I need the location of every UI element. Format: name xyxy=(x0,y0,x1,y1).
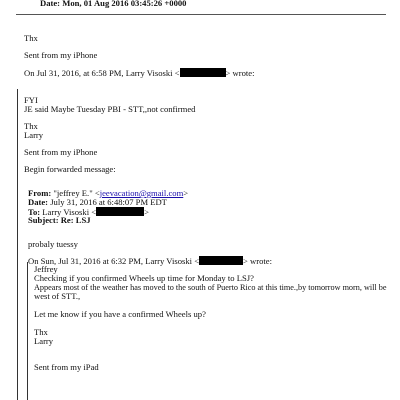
body-line-1: Checking if you confirmed Wheels up time for Monday to LSJ? xyxy=(34,273,254,283)
from-email-link[interactable]: jeevacation@gmail.com xyxy=(99,188,184,198)
body-line-3: west of STT., xyxy=(34,291,81,301)
attribution-wrote: > wrote: xyxy=(225,68,255,78)
from-name: "jeffrey E." < xyxy=(53,188,100,198)
from-label: From: xyxy=(28,188,52,198)
date-label: Date: xyxy=(40,0,61,8)
thx-text: Thx xyxy=(24,33,38,43)
probaly-text: probaly tuessy xyxy=(28,239,78,249)
begin-forwarded: Begin forwarded message: xyxy=(24,164,116,174)
body-line-4: Let me know if you have a confirmed Wheels up? xyxy=(34,309,206,319)
quote-attribution-1 xyxy=(24,68,254,79)
sent-from-iphone: Sent from my iPhone xyxy=(24,50,98,60)
fyi-text: FYI xyxy=(24,95,38,105)
attribution-text: On Jul 31, 2016, at 6:58 PM, Larry Visoski < xyxy=(24,68,180,78)
to-label: To: xyxy=(28,207,41,217)
fwd-subject-line xyxy=(28,216,91,226)
jeffrey-greeting: Jeffrey xyxy=(34,264,58,274)
body-line-2: Appears most of the weather has moved to the south of Puerto Rico at this time.,by tomorrow morn, will be xyxy=(34,283,387,292)
redaction-bar xyxy=(96,207,144,216)
je-said-text: JE said Maybe Tuesday PBI - STT,,not confirmed xyxy=(24,104,196,114)
larry-signature: Larry xyxy=(24,130,44,140)
quote-bar-level-1 xyxy=(17,89,18,400)
sent-from-iphone-2: Sent from my iPhone xyxy=(24,147,98,157)
attribution-text-2: On Sun, Jul 31, 2016 at 6:32 PM, Larry Visoski < xyxy=(28,256,200,266)
sent-from-ipad: Sent from my iPad xyxy=(34,362,99,372)
larry-signature-2: Larry xyxy=(34,336,54,346)
subject-value: Re: LSJ xyxy=(60,215,91,225)
to-name: Larry Visoski < xyxy=(42,207,97,217)
redaction-bar xyxy=(199,256,243,265)
fwd-date-value: July 31, 2016 at 6:48:07 PM EDT xyxy=(50,197,167,207)
email-date-header xyxy=(40,0,186,9)
attribution-wrote-2: > wrote: xyxy=(243,256,272,266)
fwd-date-label: Date: xyxy=(28,197,49,207)
subject-label: Subject: xyxy=(28,215,59,225)
quote-bar-level-2 xyxy=(27,262,28,400)
thx-text-3: Thx xyxy=(34,327,48,337)
header-divider xyxy=(16,14,386,15)
redaction-bar xyxy=(180,68,226,77)
to-close: > xyxy=(144,207,149,217)
from-close: > xyxy=(183,188,189,198)
date-value: Mon, 01 Aug 2016 03:45:26 +0000 xyxy=(62,0,187,8)
quote-attribution-2 xyxy=(28,256,272,267)
thx-text-2: Thx xyxy=(24,121,38,131)
